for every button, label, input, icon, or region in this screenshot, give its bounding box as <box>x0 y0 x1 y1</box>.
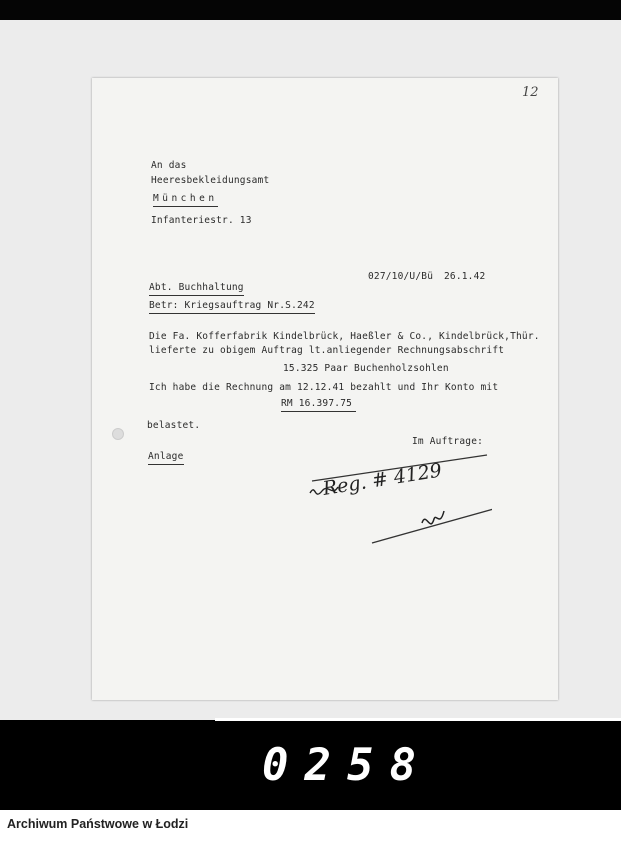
recipient-city: München <box>153 193 218 207</box>
subject-line: Betr: Kriegsauftrag Nr.S.242 <box>149 300 315 314</box>
handwritten-signature <box>302 453 492 553</box>
archive-footer <box>0 808 621 842</box>
body-line-4: belastet. <box>147 420 201 431</box>
recipient-line-2: Heeresbekleidungsamt <box>151 175 270 186</box>
folio-number: 12 <box>522 85 539 100</box>
amount: RM 16.397.75 <box>281 398 356 412</box>
enclosure-note: Anlage <box>148 451 184 465</box>
department: Abt. Buchhaltung <box>149 282 244 296</box>
signoff: Im Auftrage: <box>412 436 484 447</box>
body-line-2: lieferte zu obigem Auftrag lt.anliegender Rechnungsabschrift <box>149 345 505 356</box>
reference-number: 027/10/U/Bü <box>368 271 434 282</box>
archive-name: Archiwum Państwowe w Łodzi <box>7 817 189 831</box>
recipient-line-1: An das <box>151 160 187 171</box>
body-line-3: Ich habe die Rechnung am 12.12.41 bezahlt und Ihr Konto mit <box>149 382 499 393</box>
signature-text: Reg. # 4129 <box>321 459 444 500</box>
frame-counter: 0258 <box>262 740 432 791</box>
letter-page <box>92 78 558 700</box>
quantity-line: 15.325 Paar Buchenholzsohlen <box>283 363 449 374</box>
scan-mount <box>0 20 621 720</box>
body-line-1: Die Fa. Kofferfabrik Kindelbrück, Haeßler & Co., Kindelbrück,Thür. <box>149 331 540 342</box>
letter-date: 26.1.42 <box>444 271 486 282</box>
recipient-street: Infanteriestr. 13 <box>151 215 252 226</box>
punch-hole <box>112 428 124 440</box>
